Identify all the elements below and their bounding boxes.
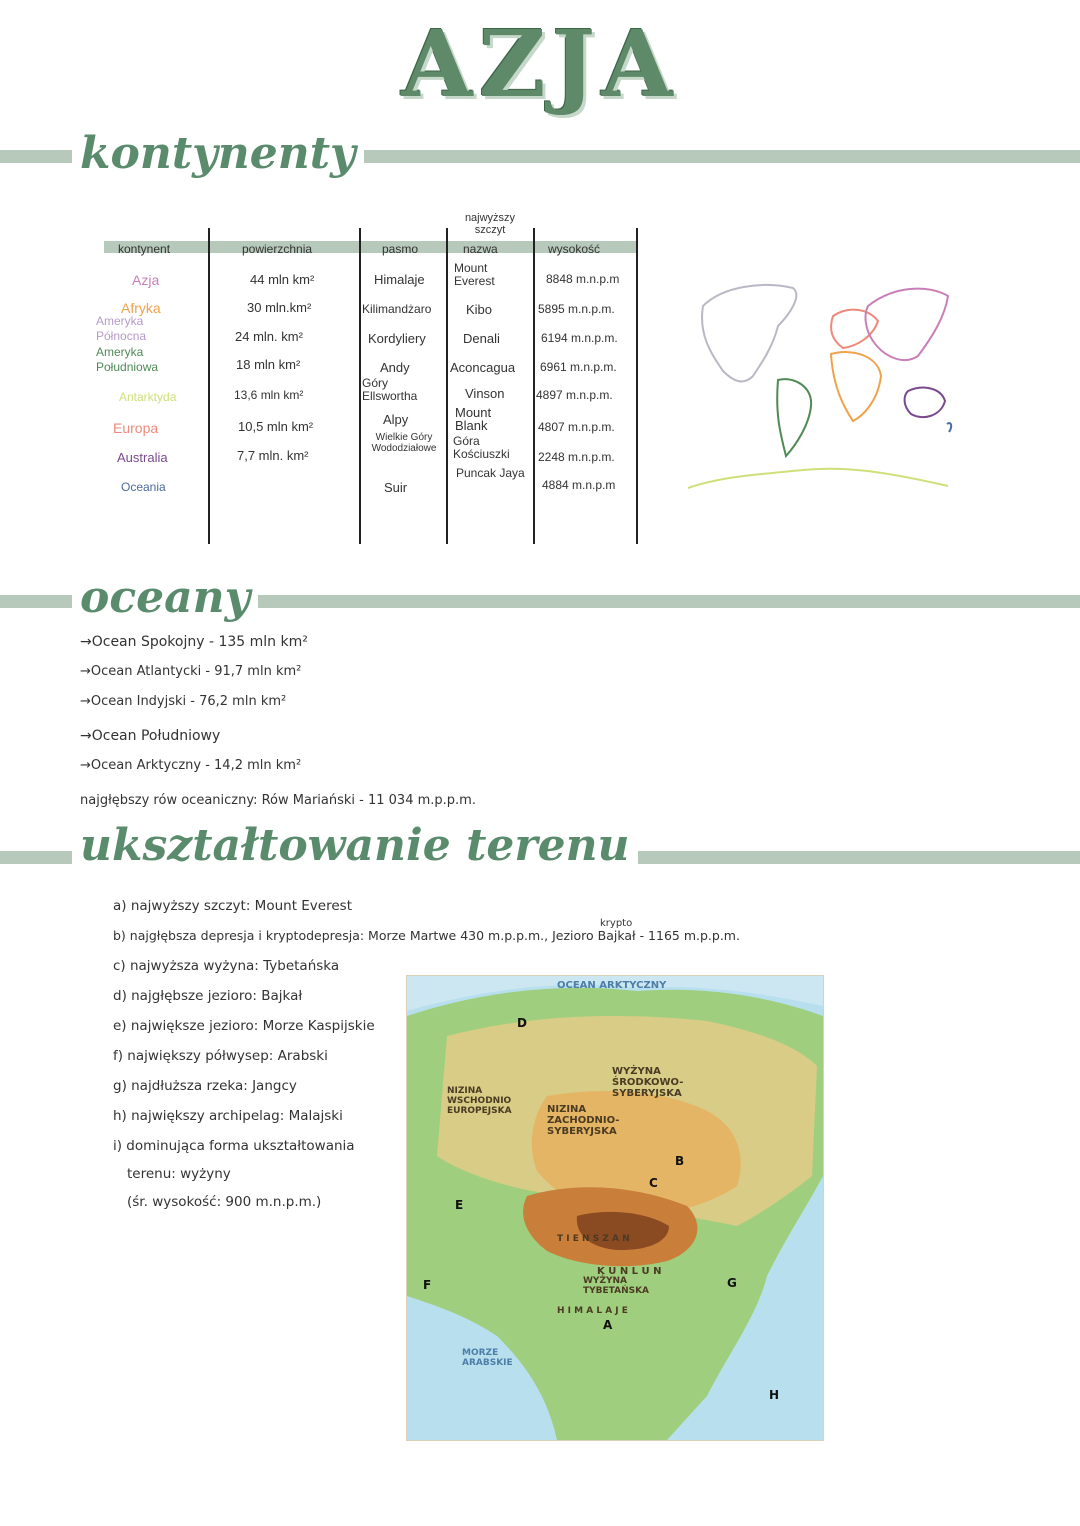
- relief-item: a) najwyższy szczyt: Mount Everest: [113, 898, 352, 914]
- cell-peak: Puncak Jaya: [456, 466, 525, 480]
- map-label: OCEAN ARKTYCZNY: [557, 980, 667, 991]
- cell-area: 18 mln km²: [236, 357, 301, 372]
- cell-continent: Australia: [117, 450, 168, 465]
- header-continent: kontynent: [118, 242, 171, 256]
- cell-peak: Mount Everest: [454, 261, 495, 288]
- cell-peak: Góra Kościuszki: [453, 434, 510, 461]
- ocean-item: →Ocean Indyjski - 76,2 mln km²: [80, 694, 287, 709]
- ocean-trench: najgłębszy rów oceaniczny: Rów Mariański - 11 034 m.p.p.m.: [80, 793, 476, 808]
- map-marker: G: [727, 1276, 737, 1290]
- cell-area: 13,6 mln km²: [234, 388, 304, 402]
- map-marker: D: [517, 1016, 527, 1030]
- cell-area: 10,5 mln km²: [238, 419, 314, 434]
- cell-height: 8848 m.n.p.m: [546, 272, 620, 286]
- map-label: NIZINA WSCHODNIO EUROPEJSKA: [447, 1086, 512, 1116]
- cell-peak: Aconcagua: [450, 360, 516, 375]
- relief-item: g) najdłuższa rzeka: Jangcy: [113, 1078, 297, 1094]
- cell-range: Andy: [380, 360, 410, 375]
- cell-area: 7,7 mln. km²: [237, 448, 309, 463]
- cell-peak: Kibo: [466, 302, 493, 317]
- relief-item: e) największe jezioro: Morze Kaspijskie: [113, 1018, 375, 1034]
- map-label: T I E N S Z A N: [557, 1234, 630, 1244]
- cell-continent: Oceania: [121, 480, 166, 494]
- cell-area: 30 mln.km²: [247, 300, 312, 315]
- table-divider: [533, 228, 535, 544]
- cell-height: 2248 m.n.p.m.: [538, 450, 615, 464]
- relief-item: b) najgłębsza depresja i kryptodepresja: Morze Martwe 430 m.p.p.m., Jezioro Bajkał - 1165 m.p.p.m.: [113, 928, 740, 943]
- cell-continent: Afryka: [121, 300, 161, 316]
- cell-range: Kordyliery: [368, 331, 426, 346]
- cell-peak: Vinson: [465, 386, 505, 401]
- cell-continent: Ameryka Południowa: [96, 345, 159, 374]
- ocean-item: →Ocean Spokojny - 135 mln km²: [80, 634, 308, 650]
- map-marker: A: [603, 1318, 613, 1332]
- cell-height: 4897 m.n.p.m.: [536, 388, 613, 402]
- map-terrain: [407, 976, 823, 1440]
- relief-item: (śr. wysokość: 900 m.n.p.m.): [127, 1194, 322, 1210]
- cell-range: Suir: [384, 480, 408, 495]
- cell-height: 6194 m.n.p.m.: [541, 331, 618, 345]
- ocean-item: →Ocean Arktyczny - 14,2 mln km²: [80, 758, 302, 773]
- relief-item: i) dominująca forma ukształtowania: [113, 1138, 355, 1154]
- cell-continent: Europa: [113, 420, 159, 436]
- cell-range: Wielkie Góry Wododziałowe: [371, 432, 437, 454]
- map-marker: C: [649, 1176, 658, 1190]
- cell-continent: Ameryka Północna: [96, 314, 147, 343]
- relief-item: c) najwyższa wyżyna: Tybetańska: [113, 958, 340, 974]
- cell-height: 4884 m.n.p.m: [542, 478, 616, 492]
- relief-item: f) największy półwysep: Arabski: [113, 1048, 328, 1064]
- table-divider: [446, 228, 448, 544]
- cell-height: 6961 m.n.p.m.: [540, 360, 617, 374]
- cell-range: Himalaje: [374, 272, 425, 287]
- heading-continents: kontynenty: [72, 128, 364, 180]
- cell-continent: Antarktyda: [119, 390, 177, 404]
- map-label: WYŻYNA TYBETAŃSKA: [583, 1276, 650, 1296]
- relief-item: terenu: wyżyny: [127, 1166, 231, 1182]
- header-height: wysokość: [548, 242, 601, 256]
- map-marker: F: [423, 1278, 432, 1292]
- map-label: MORZE ARABSKIE: [462, 1348, 513, 1368]
- map-marker: H: [769, 1388, 780, 1402]
- map-marker: E: [455, 1198, 464, 1212]
- cell-range: Góry Ellswortha: [362, 376, 418, 403]
- world-map-illustration: [683, 276, 953, 496]
- cell-peak: Denali: [463, 331, 500, 346]
- table-divider: [636, 228, 638, 544]
- asia-physical-map: [406, 975, 824, 1441]
- table-divider: [359, 228, 361, 544]
- page-title: AZJA: [401, 10, 679, 118]
- cell-area: 44 mln km²: [250, 272, 315, 287]
- cell-height: 5895 m.n.p.m.: [538, 302, 615, 316]
- cell-continent: Azja: [132, 272, 160, 288]
- cell-area: 24 mln. km²: [235, 329, 303, 344]
- heading-oceans: oceany: [72, 572, 258, 624]
- cell-peak: Mount Blank: [455, 405, 492, 433]
- header-range: pasmo: [382, 242, 419, 256]
- table-divider: [208, 228, 210, 544]
- map-marker: B: [675, 1154, 685, 1168]
- ocean-item: →Ocean Atlantycki - 91,7 mln km²: [80, 664, 302, 679]
- relief-item: d) najgłębsze jezioro: Bajkał: [113, 988, 303, 1004]
- header-area: powierzchnia: [242, 242, 313, 256]
- heading-relief: ukształtowanie terenu: [72, 820, 638, 872]
- relief-item: h) największy archipelag: Malajski: [113, 1108, 343, 1124]
- cell-height: 4807 m.n.p.m.: [538, 420, 615, 434]
- map-label: K U N L U N: [597, 1266, 662, 1277]
- header-peak-name: nazwa: [463, 242, 498, 256]
- ocean-item: →Ocean Południowy: [80, 728, 221, 744]
- header-highest-peak: najwyższy szczyt: [464, 212, 516, 236]
- cell-range: Alpy: [383, 412, 409, 427]
- cell-range: Kilimandżaro: [362, 302, 432, 316]
- map-label: WYŻYNA ŚRODKOWO-SYBERYJSKA: [612, 1066, 684, 1099]
- map-label: H I M A L A J E: [557, 1306, 628, 1316]
- map-label: NIZINA ZACHODNIO-SYBERYJSKA: [547, 1104, 620, 1137]
- krypto-note: krypto: [600, 918, 633, 929]
